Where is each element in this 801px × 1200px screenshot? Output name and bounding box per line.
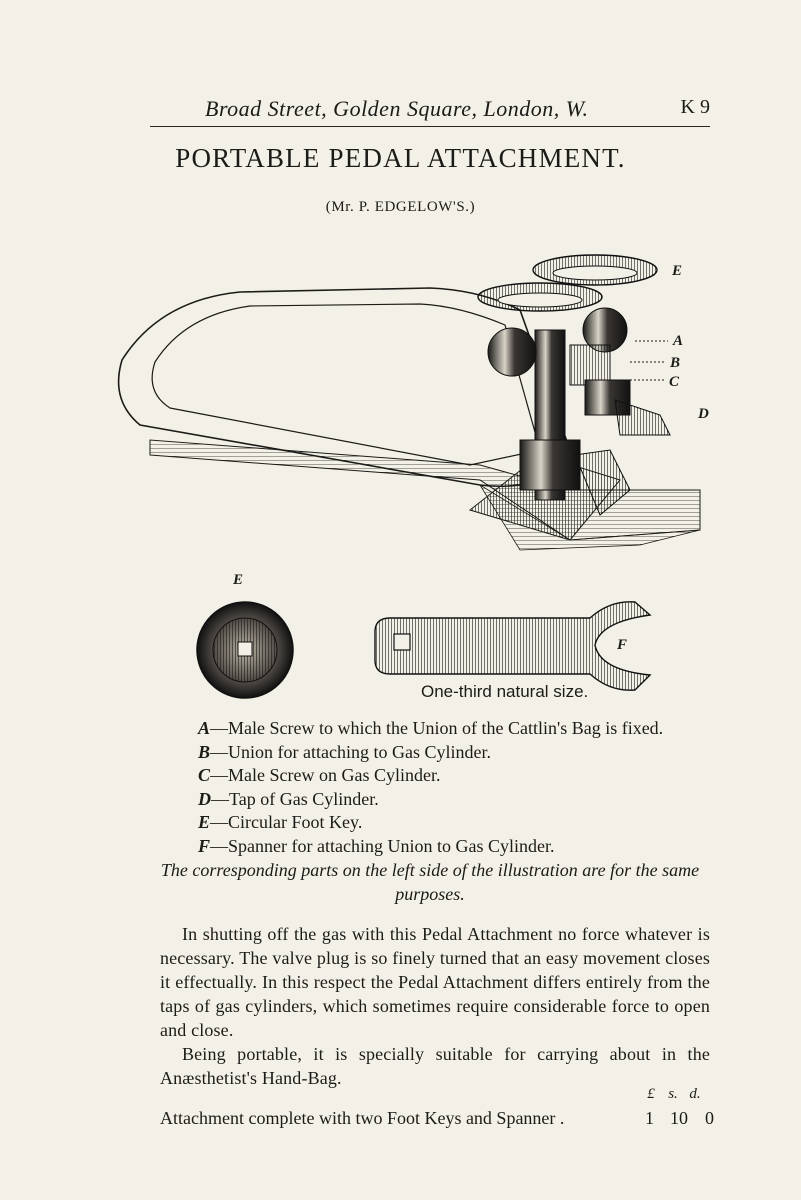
legend-item-b: B—Union for attaching to Gas Cylinder. (198, 741, 491, 762)
legend-item-e: E—Circular Foot Key. (198, 812, 363, 832)
illustration-note: The corresponding parts on the left side of the illustration are for the same purposes. (160, 860, 700, 904)
shillings-header: s. (668, 1086, 678, 1102)
price-item: Attachment complete with two Foot Keys and Spanner . (160, 1108, 565, 1128)
running-head-place: Broad Street, Golden Square, London, W. (205, 96, 589, 121)
union-b (570, 345, 610, 385)
pedal-plate-inner (152, 304, 540, 465)
legend-item-c: C—Male Screw on Gas Cylinder. (198, 765, 441, 785)
pedal-attachment-illustration (100, 240, 720, 570)
label-c: C (669, 374, 680, 390)
page-subtitle: (Mr. P. EDGELOW'S.) (325, 199, 476, 215)
label-b: B (670, 355, 681, 371)
pounds-header: £ (647, 1086, 655, 1102)
description (160, 922, 710, 1090)
scale-caption: One-third natural size. (421, 682, 589, 701)
left-sphere (488, 328, 536, 376)
page-number: K 9 (680, 96, 710, 118)
price-pence: 0 (705, 1108, 714, 1128)
small-label-e: E (233, 572, 244, 588)
page-title: PORTABLE PEDAL ATTACHMENT. (175, 143, 626, 173)
spanner (375, 602, 650, 690)
label-d: D (698, 406, 709, 422)
circular-foot-key (197, 602, 293, 698)
paragraph: Being portable, it is specially suitable for carrying about in the Anæsthetist's Hand-Bag. (160, 1044, 710, 1088)
legend-item-f: F—Spanner for attaching Union to Gas Cylinder. (198, 835, 555, 856)
spanner-label-f: F (617, 637, 628, 653)
legend-item-d: D—Tap of Gas Cylinder. (198, 788, 379, 809)
price-column-headers (640, 1086, 720, 1103)
price-shillings: 10 (670, 1108, 688, 1128)
tap-d (615, 400, 670, 435)
legend-item-a: A—Male Screw to which the Union of the Cattlin's Bag is fixed. (198, 718, 664, 738)
label-a: A (673, 333, 684, 349)
running-head (150, 96, 710, 127)
label-e: E (672, 263, 683, 279)
paragraph: In shutting off the gas with this Pedal Attachment no force whatever is necessary. The valve plug is so finely turned that an easy movement closes it effectually. In this respect the Pedal Attachment differs entirely from the taps of gas cylinders, which sometimes require considerable force to open and close. (160, 924, 710, 1040)
parts-legend (198, 717, 718, 858)
pence-header: d. (689, 1086, 701, 1102)
price-pounds: 1 (645, 1108, 654, 1128)
lower-union (520, 440, 580, 490)
